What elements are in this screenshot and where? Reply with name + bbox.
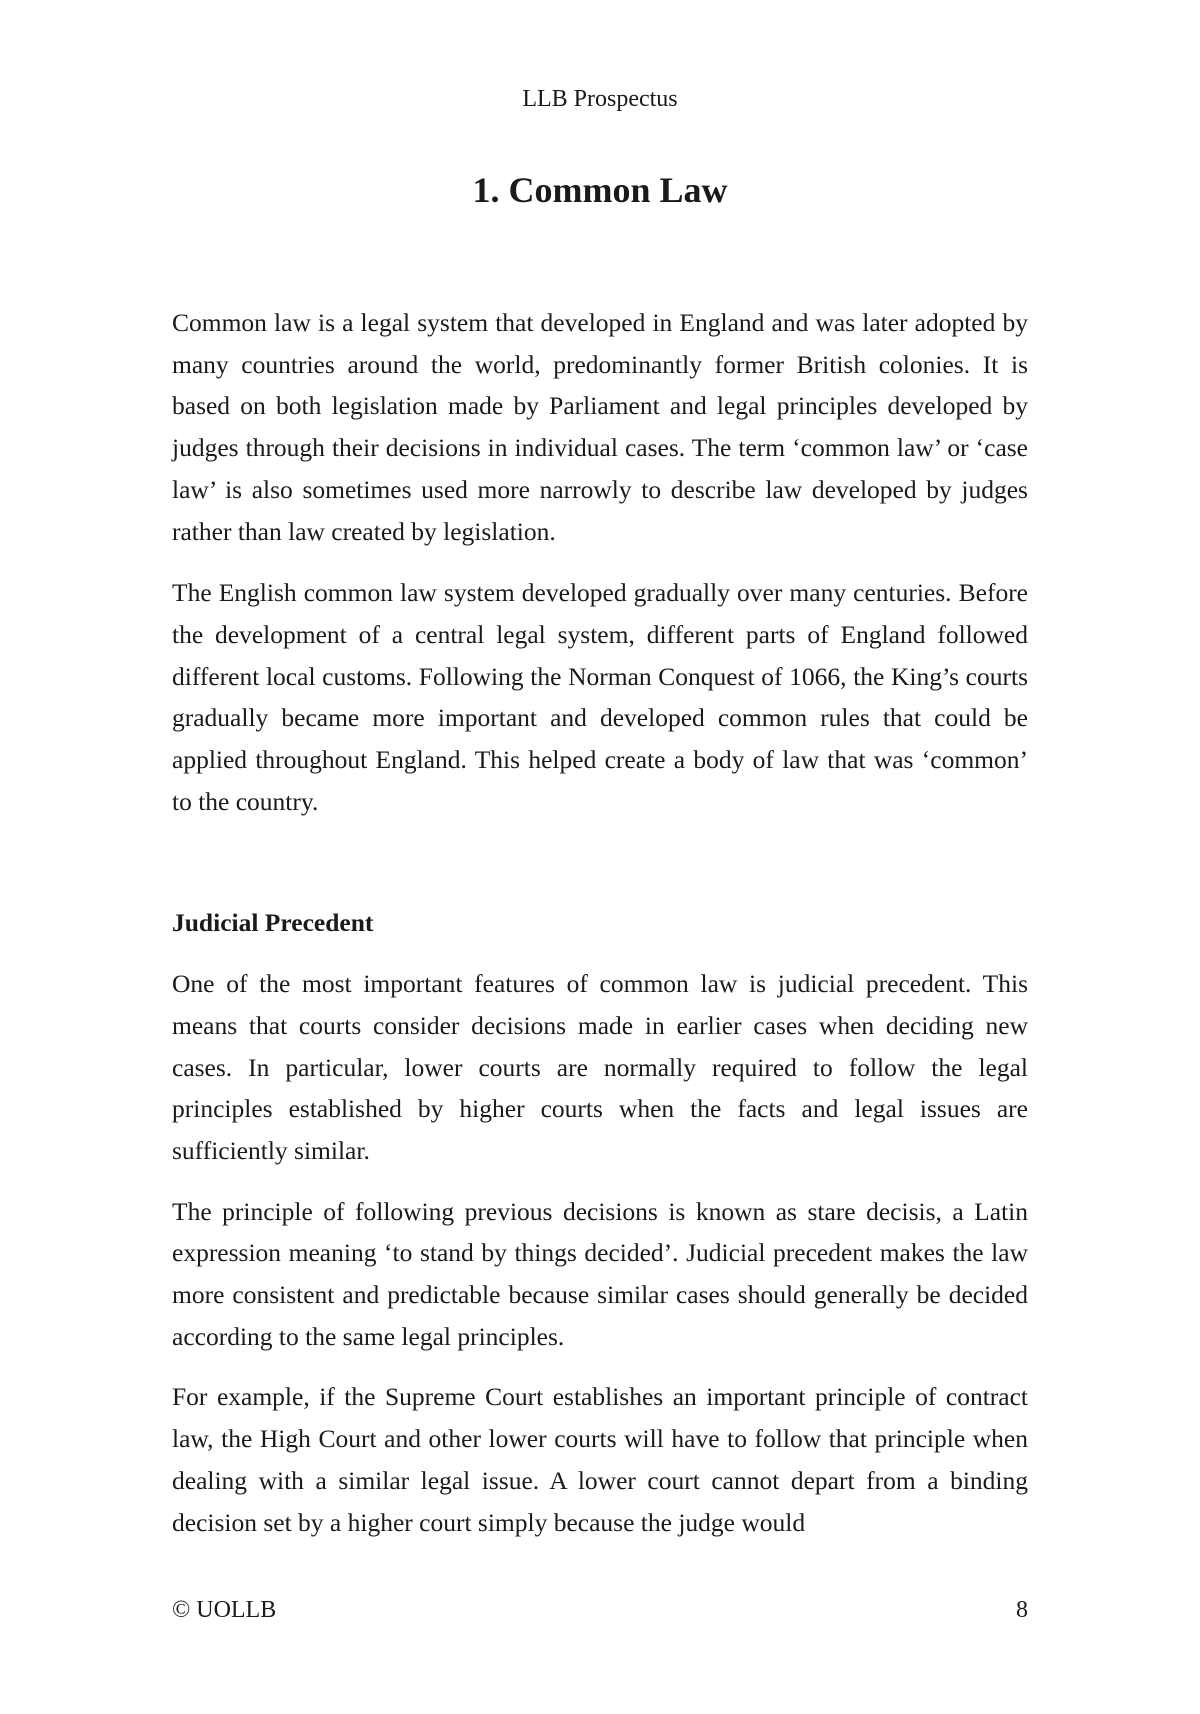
body-paragraph: Common law is a legal system that developed in England and was later adopted by many countries around the world, predominantly former British colonies. It is based on both legislation made by Parliament and legal principles developed by judges through their decisions in individual cases. The term ‘common law’ or ‘case law’ is also sometimes used more narrowly to describe law developed by judges rather than law created by legislation.: [172, 308, 1028, 546]
body-paragraph: One of the most important features of common law is judicial precedent. This means that courts consider decisions made in earlier cases when deciding new cases. In particular, lower courts are normally required to follow the legal principles established by higher courts when the facts and legal issues are sufficiently similar.: [172, 969, 1028, 1165]
body-paragraph: For example, if the Supreme Court establishes an important principle of contract law, the High Court and other lower courts will have to follow that principle when dealing with a similar legal issue. A lower court cannot depart from a binding decision set by a higher court simply because the judge would: [172, 1382, 1028, 1537]
body-content: [172, 302, 1028, 1562]
section-heading: Judicial Precedent: [172, 908, 374, 938]
body-paragraph: The English common law system developed gradually over many centuries. Before the development of a central legal system, different parts of England followed different local customs. Following the Norman Conquest of 1066, the King’s courts gradually became more important and developed common rules that could be applied throughout England. This helped create a body of law that was ‘common’ to the country.: [172, 578, 1028, 816]
footer-copyright: © UOLLB: [172, 1597, 277, 1623]
body-paragraph: The principle of following previous decisions is known as stare decisis, a Latin expression meaning ‘to stand by things decided’. Judicial precedent makes the law more consistent and predictable because similar cases should generally be decided according to the same legal principles.: [172, 1196, 1028, 1351]
chapter-title: 1. Common Law: [472, 170, 728, 210]
running-header: LLB Prospectus: [522, 86, 678, 112]
page-number: 8: [1016, 1597, 1028, 1623]
